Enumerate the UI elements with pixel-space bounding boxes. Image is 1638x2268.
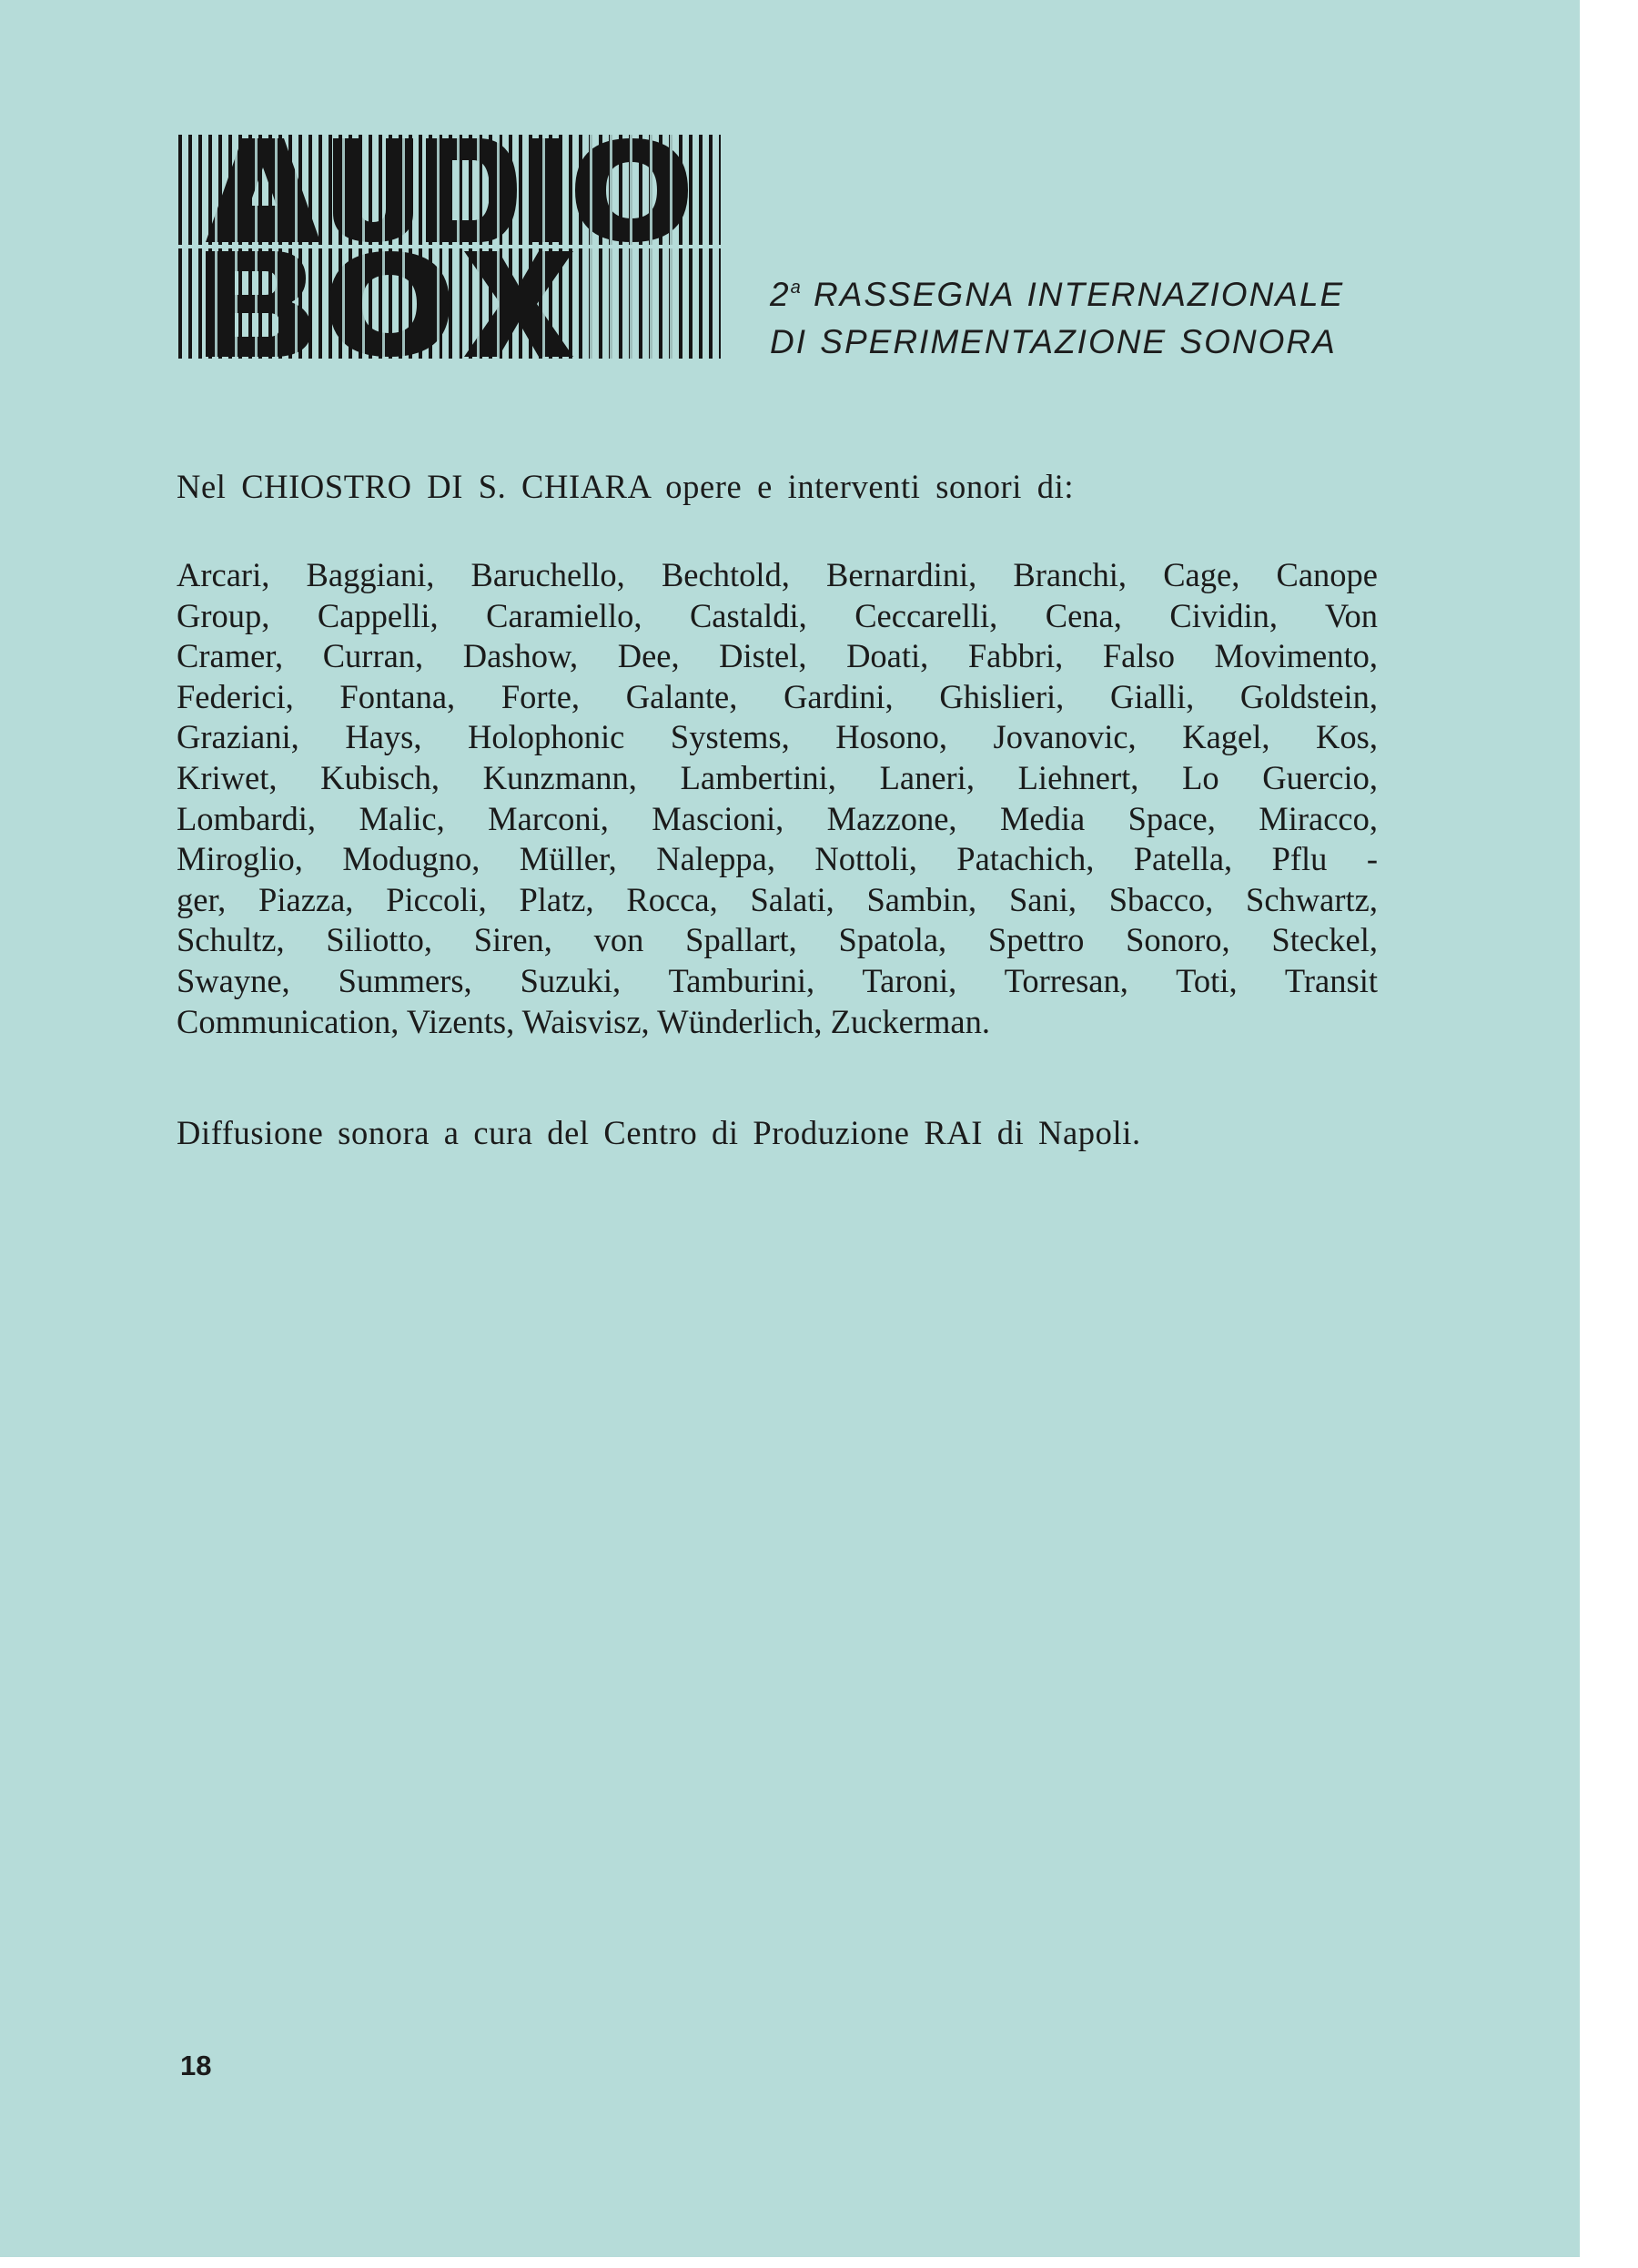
artists-line: Kriwet, Kubisch, Kunzmann, Lambertini, Laneri, Liehnert, Lo Guercio, <box>177 758 1378 796</box>
page-number: 18 <box>180 2050 212 2081</box>
artists-line: ger, Piazza, Piccoli, Platz, Rocca, Salati, Sambin, Sani, Sbacco, Schwartz, <box>177 880 1378 918</box>
event-subtitle <box>770 264 1344 366</box>
logo-graphic <box>178 135 721 359</box>
artists-line: Schultz, Siliotto, Siren, von Spallart, Spatola, Spettro Sonoro, Steckel, <box>177 921 1378 959</box>
artists-paragraph <box>177 555 1378 1042</box>
artists-line: Cramer, Curran, Dashow, Dee, Distel, Doati, Fabbri, Falso Movimento, <box>177 637 1378 675</box>
subtitle-line-2: DI SPERIMENTAZIONE SONORA <box>770 323 1337 360</box>
audio-box-logo <box>178 135 721 359</box>
subtitle-line-1 <box>770 264 1344 319</box>
artists-line: Swayne, Summers, Suzuki, Tamburini, Taroni, Torresan, Toti, Transit <box>177 961 1378 999</box>
subtitle-line-1-text: RASSEGNA INTERNAZIONALE <box>813 276 1345 313</box>
edition-suffix: a <box>790 278 801 298</box>
artists-line: Federici, Fontana, Forte, Galante, Gardini, Ghislieri, Gialli, Goldstein, <box>177 677 1378 715</box>
intro-paragraph: Nel CHIOSTRO DI S. CHIARA opere e interventi sonori di: <box>177 468 1075 505</box>
edition-number: 2 <box>770 276 791 313</box>
credit-paragraph: Diffusione sonora a cura del Centro di Produzione RAI di Napoli. <box>177 1114 1141 1151</box>
artists-line: Lombardi, Malic, Marconi, Mascioni, Mazzone, Media Space, Miracco, <box>177 799 1378 837</box>
artists-line: Arcari, Baggiani, Baruchello, Bechtold, Bernardini, Branchi, Cage, Canope <box>177 556 1378 593</box>
artists-line: Group, Cappelli, Caramiello, Castaldi, Ceccarelli, Cena, Cividin, Von <box>177 596 1378 634</box>
artists-line: Graziani, Hays, Holophonic Systems, Hosono, Jovanovic, Kagel, Kos, <box>177 718 1378 756</box>
artists-line: Miroglio, Modugno, Müller, Naleppa, Nottoli, Patachich, Patella, Pflu - <box>177 840 1378 878</box>
artists-line: Communication, Vizents, Waisvisz, Wünderlich, Zuckerman. <box>177 1002 991 1040</box>
